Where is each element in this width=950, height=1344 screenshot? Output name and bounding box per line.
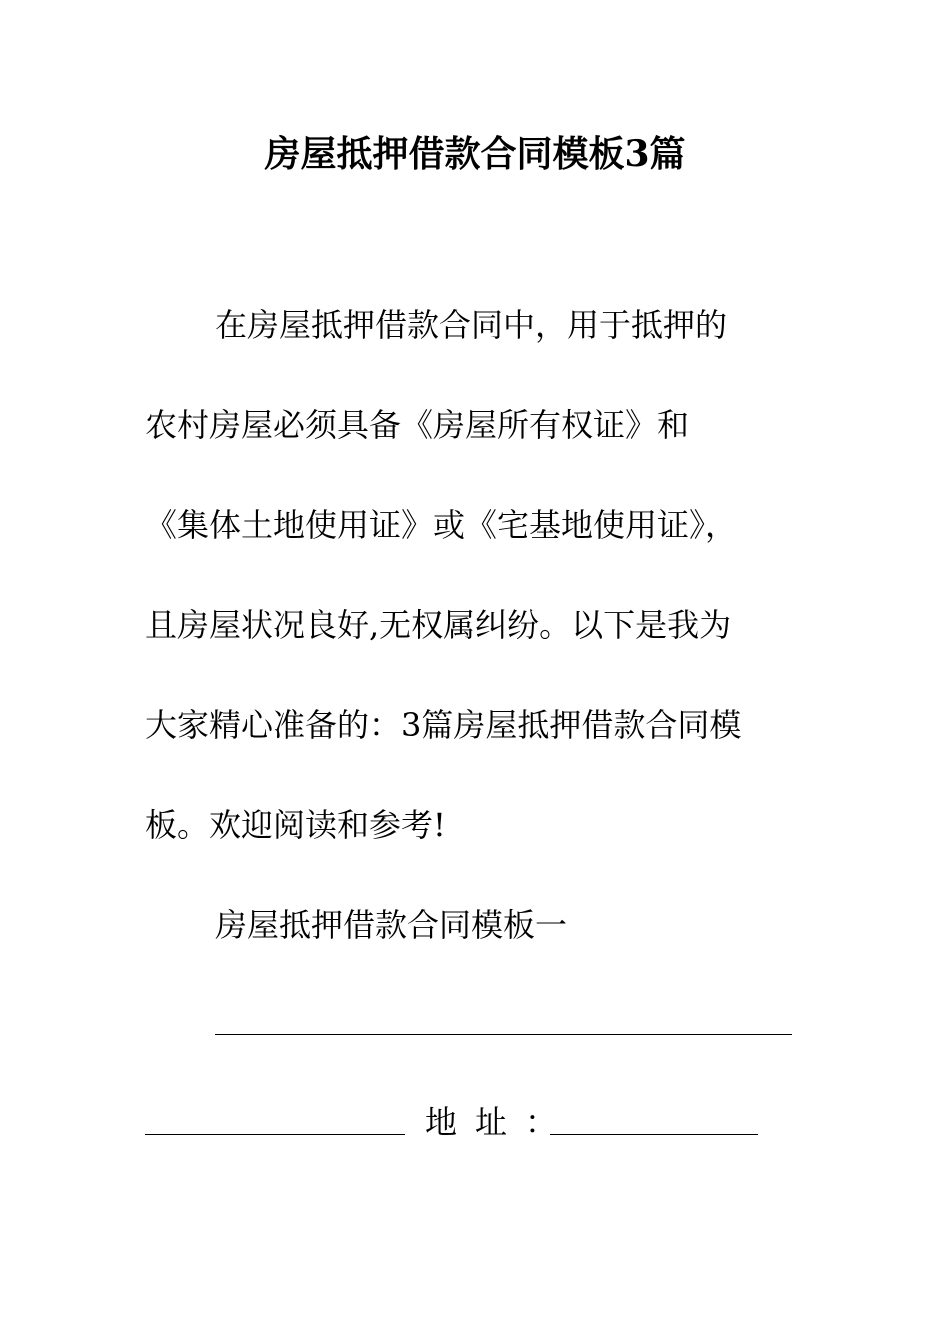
intro-line-1: 在房屋抵押借款合同中，用于抵押的 xyxy=(215,306,728,344)
blank-underline-address xyxy=(550,1134,758,1135)
blank-underline-party xyxy=(215,1034,792,1035)
document-title: 房屋抵押借款合同模板3篇 xyxy=(264,133,686,175)
section-heading: 房屋抵押借款合同模板一 xyxy=(215,906,568,944)
address-label: 地址： xyxy=(425,1103,576,1141)
blank-underline-name xyxy=(145,1134,405,1135)
intro-line-4: 且房屋状况良好,无权属纠纷。以下是我为 xyxy=(145,606,732,644)
intro-line-5: 大家精心准备的：3篇房屋抵押借款合同模 xyxy=(145,706,742,744)
intro-line-6: 板。欢迎阅读和参考! xyxy=(145,806,446,844)
intro-line-2: 农村房屋必须具备《房屋所有权证》和 xyxy=(145,406,690,444)
intro-line-3: 《集体土地使用证》或《宅基地使用证》， xyxy=(145,506,738,544)
